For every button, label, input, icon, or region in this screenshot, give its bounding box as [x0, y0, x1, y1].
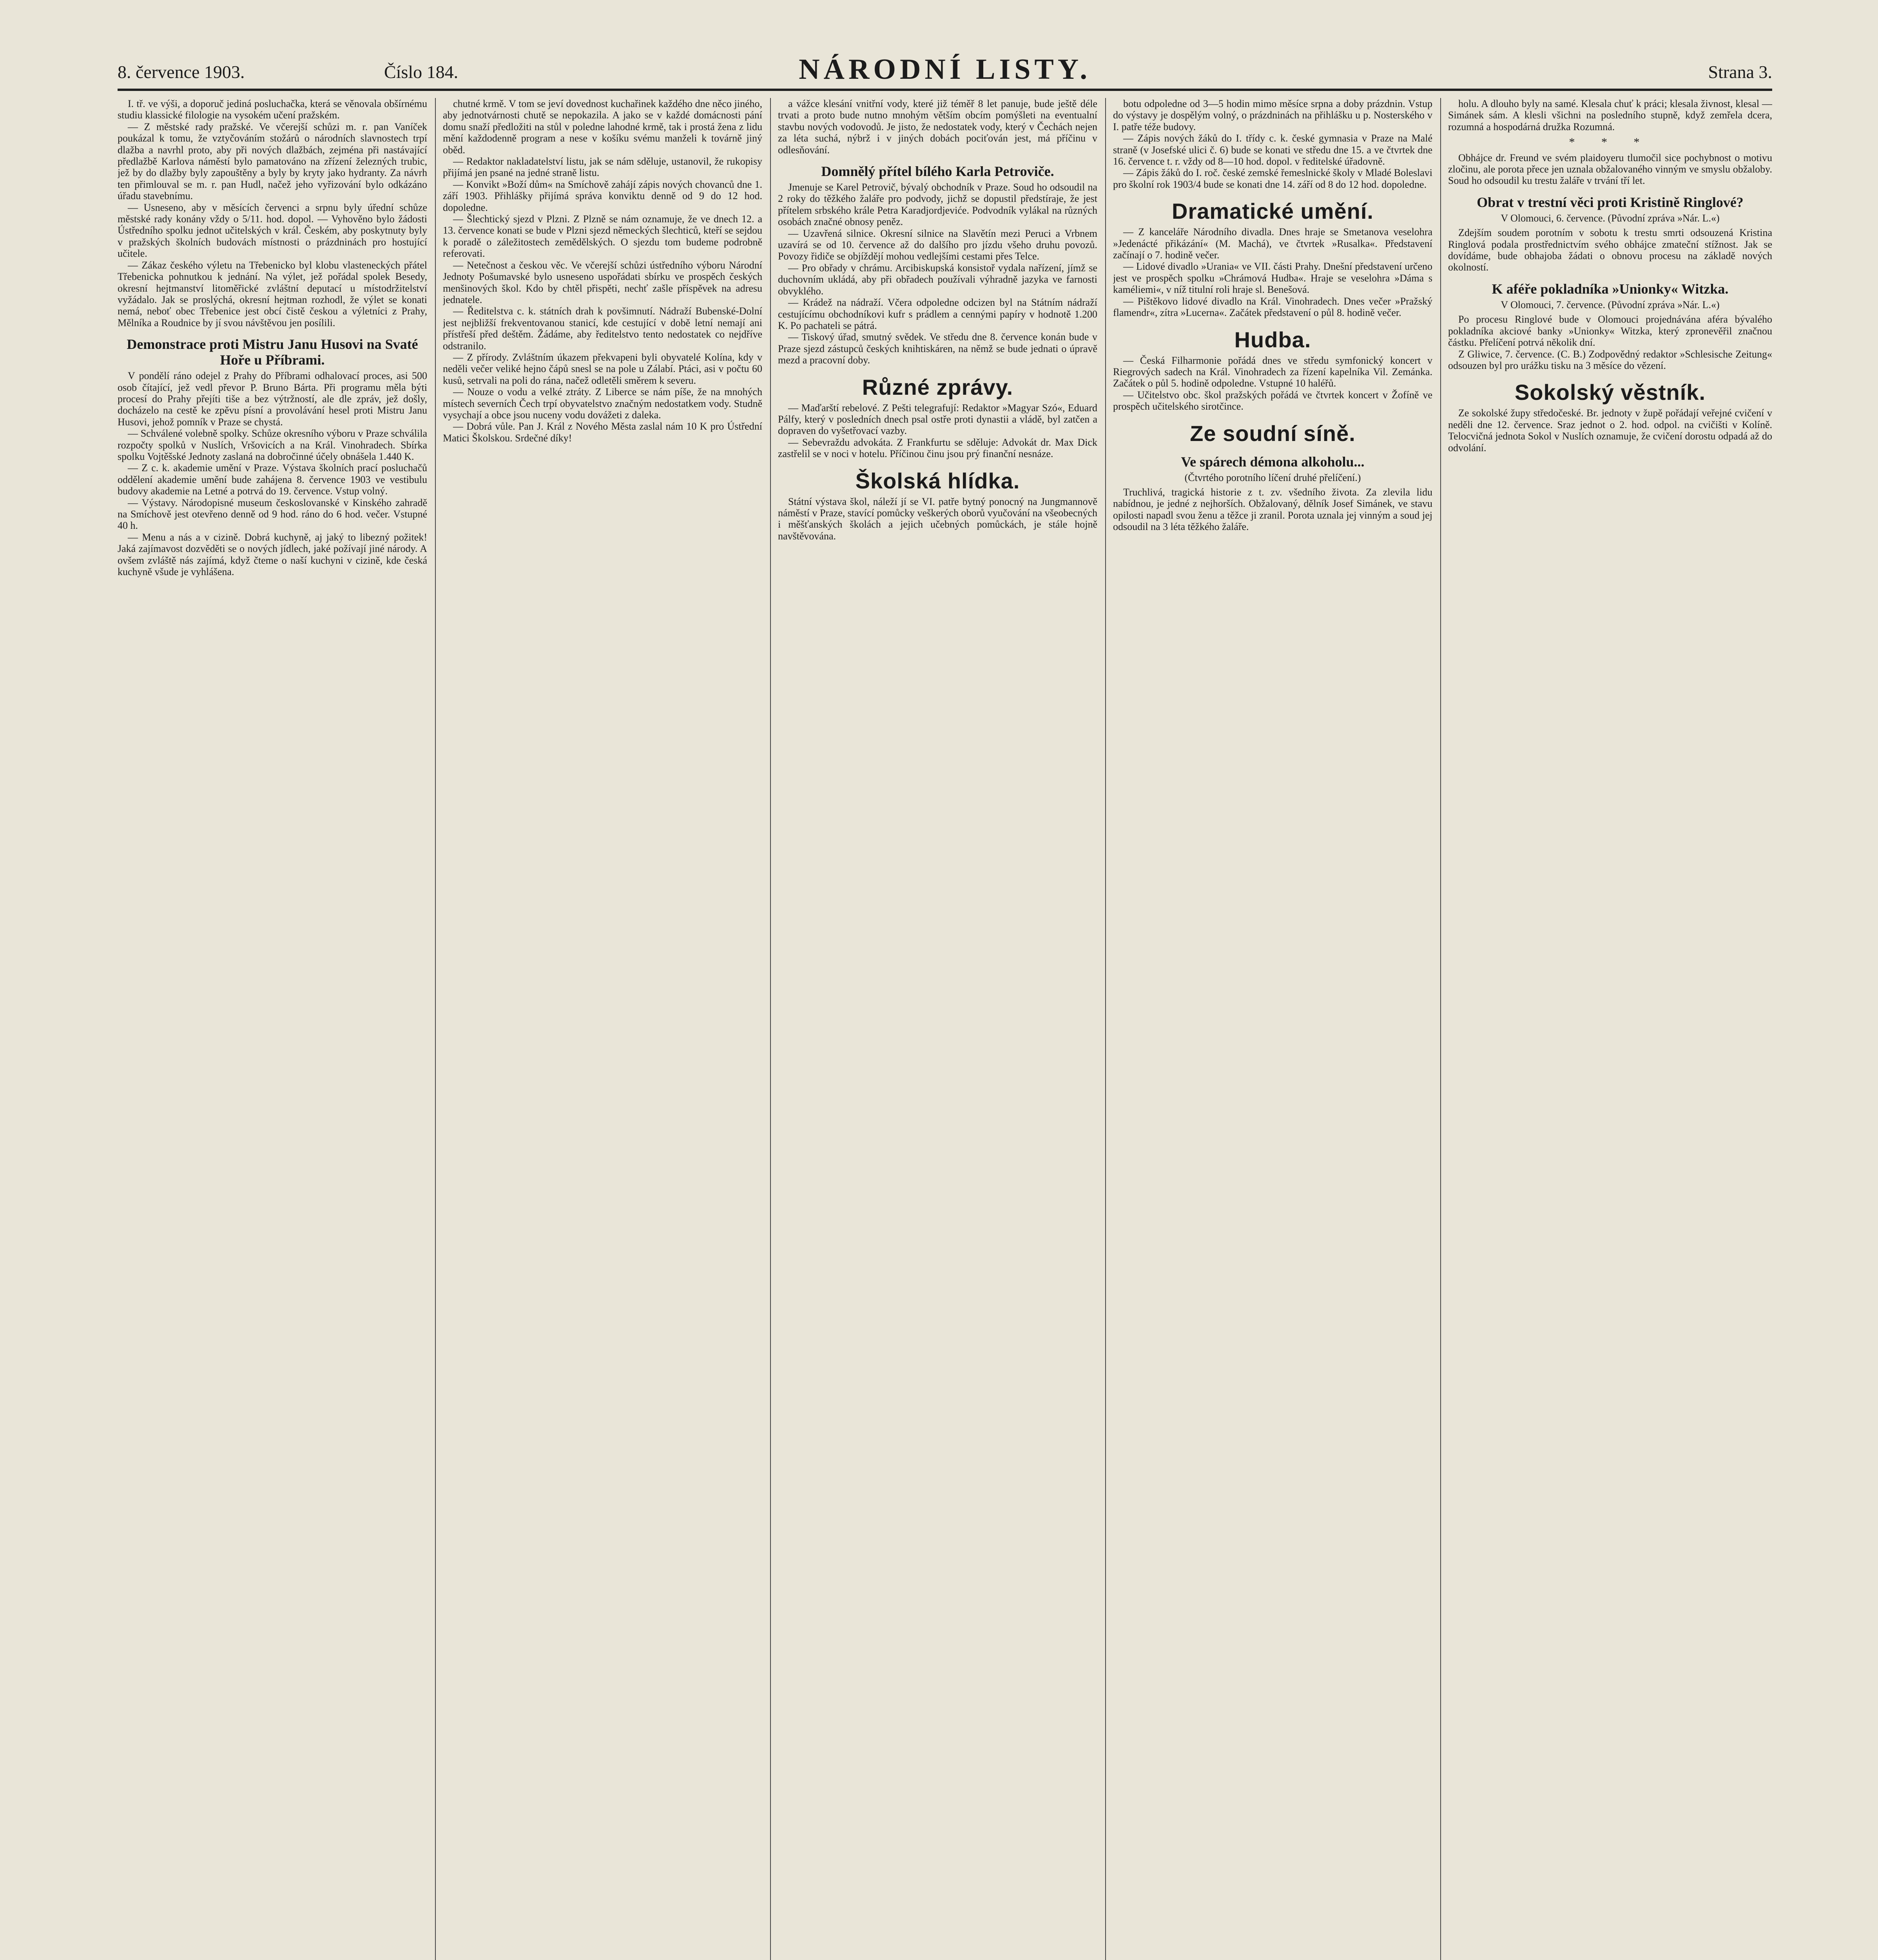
- article-paragraph: chutné krmě. V tom se jeví dovednost kuchařinek každého dne něco jiného, aby jednotvárnosti chutě se nepokazila. A jako se v každé domácnosti pání domu snaží předložiti na stůl v poledne lahodné krmě, tak i prostá žena z lidu mění každodenně program a nese v košíku svému manželi k továrně jiný oběd.: [443, 98, 762, 156]
- section-divider: * * *: [1569, 136, 1651, 149]
- dateline: V Olomouci, 7. července. (Původní zpráva »Nár. L.«): [1501, 299, 1720, 310]
- article-paragraph: — Z přírody. Zvláštním úkazem překvapeni byli obyvatelé Kolína, kdy v neděli večer veliké hejno čápů snesl se na pole u Zálabí. Ptáci, asi v počtu 60 kusů, setrvali na poli do rána, načež odletěli směrem k severu.: [443, 351, 762, 386]
- article-paragraph: — Usneseno, aby v měsících červenci a srpnu byly úřední schůze městské rady konány vždy o 5/11. hod. dopol. — Vyhověno bylo žádosti Ústředního spolku jednot učitelských v král. Českém, aby poskytnuty byly v pražských školních budovách místnosti o prázdninách pro hostující učitele.: [118, 201, 427, 260]
- section-heading: Sokolský věstník.: [1514, 380, 1706, 405]
- column-1: [118, 98, 427, 1960]
- section-heading: Školská hlídka.: [855, 468, 1020, 493]
- article-paragraph: a vážce klesání vnitřní vody, které již téměř 8 let panuje, bude ještě déle trvati a proto bude nutno mnohým větším obcím pomýšleti na eventualní stavbu nových vodovodů. Je jisto, že nedostatek vody, který v Čechách nejen za léta suchá, nýbrž i v jiných dobách pociťován jest, má příčinu v odlesňování.: [778, 98, 1097, 156]
- article-paragraph: — Lidové divadlo »Urania« ve VII. části Prahy. Dnešní představení určeno jest ve prospěch spolku »Chrámová Hudba«. Hraje se veselohra »Dáma s kaméliemi«, v níž titulní roli hraje sl. Benešová.: [1113, 261, 1432, 296]
- column-2: [443, 98, 762, 1960]
- article-paragraph: — Maďarští rebelové. Z Pešti telegrafují: Redaktor »Magyar Szó«, Eduard Pálfy, který v posledních dnech psal ostře proti dynastii a vládě, byl zatčen a dopraven do vyšetřovací vazby.: [778, 402, 1097, 437]
- article-paragraph: — Schválené volebně spolky. Schůze okresního výboru v Praze schválila rozpočty spolků v Nuslích, Vršovicích a na Král. Vinohradech. Sbírka spolku Vojtěšské Jednoty zaslaná na dobročinné účely obnášela 1.440 K.: [118, 428, 427, 462]
- article-paragraph: — Z městské rady pražské. Ve včerejší schůzi m. r. pan Vaníček poukázal k tomu, že vztyčováním stožárů o národních slavnostech trpí dlažba a navrhl proto, aby při nových dlažbách, zejména při nastávající předlažbě Karlova náměstí bylo pamatováno na zřízení železných trubic, jež by do dlažby byly zapouštěny a byly by kryty jako hydranty. Za návrh ten přimlouval se m. r. pan Hudl, načež jeho vyřizování bylo odkázáno úřadu stavebnímu.: [118, 121, 427, 202]
- article-paragraph: — Zákaz českého výletu na Třebenicko byl klobu vlasteneckých přátel Třebenicka pohnutkou k jednání. Na výlet, jež pořádal spolek Besedy, okresní hejtmanství litoměřické zvláštní deputací u místodržitelství vyžádalo. Jak se proslýchá, okresní hejtman rozhodl, že výlet se konati nemá, neboť obec Třebenice jest obcí čistě českou a výletníci z Prahy, Mělníka a Roudnice by jí svou návštěvou jen posílili.: [118, 259, 427, 328]
- page-header: [118, 46, 1772, 91]
- section-heading: Různé zprávy.: [862, 374, 1013, 399]
- article-paragraph: — Konvikt »Boží dům« na Smíchově zahájí zápis nových chovanců dne 1. září 1903. Přihlášky přijímá správa konviktu denně od 9 do 12 hod. dopoledne.: [443, 178, 762, 213]
- article-paragraph: — Šlechtický sjezd v Plzni. Z Plzně se nám oznamuje, že ve dnech 12. a 13. července konati se bude v Plzni sjezd německých šlechticů, kteří se sejdou k poradě o záležitostech zemědělských. O sjezdu tom budeme podrobně referovati.: [443, 213, 762, 260]
- dateline: V Olomouci, 6. července. (Původní zpráva »Nár. L.«): [1501, 212, 1720, 224]
- section-heading: Dramatické umění.: [1172, 199, 1374, 224]
- column-rule: [770, 98, 771, 1960]
- column-3: [778, 98, 1097, 1960]
- article-paragraph: Truchlivá, tragická historie z t. zv. všedního života. Za zlevila lidu nabídnou, je jedné z nejhorších. Obžalovaný, dělník Josef Simánek, ve stavu opilosti napadl svou ženu a těžce ji zranil. Porota uznala jej vinným a soud jej odsoudil na 3 léta těžkého žaláře.: [1113, 486, 1432, 533]
- issue-date: 8. července 1903.: [118, 62, 245, 82]
- column-rule: [435, 98, 436, 1960]
- column-rule: [1440, 98, 1441, 1960]
- article-paragraph: — Zápis nových žáků do I. třídy c. k. české gymnasia v Praze na Malé straně (v Josefské ulici č. 6) bude se konati ve středu dne 15. a ve čtvrtek dne 16. července t. r. vždy od 8—10 hod. dopol. v ředitelské úřadovně.: [1113, 132, 1432, 167]
- article-paragraph: — Nouze o vodu a velké ztráty. Z Liberce se nám píše, že na mnohých místech severních Čech trpí obyvatelstvo značným nedostatkem vody. Studně vysychají a obce jsou nuceny vodu dovážeti z daleka.: [443, 386, 762, 421]
- article-paragraph: Po procesu Ringlové bude v Olomouci projednávána aféra bývalého pokladníka akciové banky »Unionky« Witzka, který zpronevěřil značnou částku. Přelíčení potrvá několik dní.: [1448, 314, 1772, 348]
- article-paragraph: botu odpoledne od 3—5 hodin mimo měsíce srpna a doby prázdnin. Vstup do výstavy je dospělým volný, o prázdninách na přihlášku u p. Nosterského v I. patře téže budovy.: [1113, 98, 1432, 132]
- article-paragraph: holu. A dlouho byly na samé. Klesala chuť k práci; klesala živnost, klesal — Simánek sám. A klesli všichni na posledního stupně, když zemřela dcera, rozumná a hospodárná družka Rozumná.: [1448, 98, 1772, 132]
- article-paragraph: — Tiskový úřad, smutný svědek. Ve středu dne 8. července konán bude v Praze sjezd zástupců českých knihtiskáren, na němž se bude jednati o úpravě mezd a pracovní doby.: [778, 331, 1097, 366]
- article-paragraph: Státní výstava škol, náleží jí se VI. patře bytný ponocný na Jungmannově náměstí v Praze, stavící pomůcky veškerých oborů vyučování na všeobecných i měšťanských školách a jejich učebných pomůckách, je stále hojně navštěvována.: [778, 495, 1097, 542]
- section-heading: Hudba.: [1234, 327, 1311, 352]
- article-paragraph: — Česká Filharmonie pořádá dnes ve středu symfonický koncert v Riegrových sadech na Král. Vinohradech za řízení kapelníka Vil. Zemánka. Začátek o půl 5. hodině odpoledne. Vstupné 10 haléřů.: [1113, 354, 1432, 389]
- article-paragraph: — Redaktor nakladatelství listu, jak se nám sděluje, ustanovil, že rukopisy přijímá jen psané na jedné straně listu.: [443, 156, 762, 179]
- article-paragraph: — Netečnost a českou věc. Ve včerejší schůzi ústředního výboru Národní Jednoty Pošumavské bylo usneseno uspořádati sbírku ve prospěch českých menšinových škol. Kdo by chtěl přispěti, nechť zašle příspěvek na adresu jednatele.: [443, 259, 762, 305]
- article-paragraph: — Pro obřady v chrámu. Arcibiskupská konsistoř vydala nařízení, jímž se duchovním ukládá, aby při obřadech používali výhradně jazyka ve farnosti obvyklého.: [778, 262, 1097, 297]
- article-paragraph: — Ředitelstva c. k. státních drah k povšimnutí. Nádraží Bubenské-Dolní jest nejbližší frekventovanou stanicí, kde cestující v době letní nemají ani přístřeší před deštěm. Žádáme, aby ředitelstvo tento nedostatek co nejdříve odstranilo.: [443, 305, 762, 352]
- article-paragraph: — Dobrá vůle. Pan J. Král z Nového Města zaslal nám 10 K pro Ústřední Matici Školskou. Srdečné díky!: [443, 421, 762, 444]
- article-paragraph: Ze sokolské župy středočeské. Br. jednoty v župě pořádají veřejné cvičení v neděli dne 12. července. Sraz jednot o 2. hod. odpol. na cvičišti v Kolíně. Telocvičná jednota Sokol v Nuslích oznamuje, že cvičení dorostu odpadá až do odvolání.: [1448, 407, 1772, 454]
- article-heading: Ve spárech démona alkoholu...: [1181, 454, 1365, 470]
- article-paragraph: — Výstavy. Národopisné museum českoslovanské v Kinského zahradě na Smíchově jest otevřeno denně od 9 hod. ráno do 6 hod. večer. Vstupné 40 h.: [118, 497, 427, 532]
- article-paragraph: Z Gliwice, 7. července. (C. B.) Zodpovědný redaktor »Schlesische Zeitung« odsouzen byl pro urážku tisku na 3 měsíce do vězení.: [1448, 348, 1772, 371]
- article-heading: K aféře pokladníka »Unionky« Witzka.: [1492, 281, 1729, 297]
- article-paragraph: — Z c. k. akademie umění v Praze. Výstava školních prací posluchačů oddělení akademie umění bude zahájena 8. července 1903 ve vestibulu budovy akademie na Letné a potrvá do 19. července. Vstup volný.: [118, 462, 427, 497]
- article-paragraph: — Menu a nás a v cizině. Dobrá kuchyně, aj jaký to libezný požitek! Jaká zajímavost dozvěděti se o nových jídlech, jaké požívají jiné národy. A ovšem zvláště nás zajímá, když čteme o naší kuchyni v cizině, kde česká kuchyně všude je vyhlášena.: [118, 531, 427, 578]
- article-paragraph: — Zápis žáků do I. roč. české zemské řemeslnické školy v Mladé Boleslavi pro školní rok 1903/4 bude se konati dne 14. září od 8 do 12 hod. dopoledne.: [1113, 167, 1432, 190]
- article-heading: Demonstrace proti Mistru Janu Husovi na Svaté Hoře u Příbrami.: [127, 336, 418, 368]
- article-paragraph: — Učitelstvo obc. škol pražských pořádá ve čtvrtek koncert v Žofíně ve prospěch učitelského sirotčince.: [1113, 389, 1432, 412]
- article-paragraph: V pondělí ráno odejel z Prahy do Příbrami odhalovací proces, asi 500 osob čítající, jež vedl převor P. Bruno Bárta. Při programu měla býti procesí do Prahy přejíti tiše a bez výtržností, ale dle zpráv, jež došly, docházelo na cestě ke zpěvu písní a provolávání hesel proti Mistru Janu Husovi, jehož pomník v Praze se chystá.: [118, 370, 427, 428]
- column-rule: [1105, 98, 1106, 1960]
- article-heading: Obrat v trestní věci proti Kristině Ringlové?: [1477, 194, 1744, 210]
- section-heading: Ze soudní síně.: [1190, 421, 1356, 446]
- issue-number: Číslo 184.: [384, 62, 459, 82]
- article-paragraph: Jmenuje se Karel Petrovič, bývalý obchodník v Praze. Soud ho odsoudil na 2 roky do těžkého žaláře pro podvody, jichž se dopustil předstíraje, že jest přítelem srbského krále Petra Karadjordjeviće. Podvodník vylákal na různých osobách značné obnosy peněz.: [778, 181, 1097, 228]
- masthead-title: NÁRODNÍ LISTY.: [799, 53, 1091, 85]
- article-paragraph: — Z kanceláře Národního divadla. Dnes hraje se Smetanova veselohra »Jedenácté přikázání« (M. Machá), ve čtvrtek »Rusalka«. Představení začínají o 7. hodině večer.: [1113, 226, 1432, 261]
- column-5: [1448, 98, 1772, 1960]
- article-paragraph: Zdejším soudem porotním v sobotu k trestu smrti odsouzená Kristina Ringlová podala prostřednictvím svého obhájce zmateční stížnost. Jak se dovídáme, bude obhajoba žádati o obnovu procesu na základě nových okolností.: [1448, 227, 1772, 273]
- column-4: [1113, 98, 1432, 1960]
- article-paragraph: — Pištěkovo lidové divadlo na Král. Vinohradech. Dnes večer »Pražský flamendr«, zítra »Lucerna«. Začátek představení o půl 8. hodině večer.: [1113, 295, 1432, 319]
- article-paragraph: Obhájce dr. Freund ve svém plaidoyeru tlumočil sice pochybnost o motivu zločinu, ale porota přece jen uznala obžalovaného vinným ve smyslu obžaloby. Soud ho odsoudil ku trestu žaláře v trvání tří let.: [1448, 152, 1772, 187]
- article-paragraph: — Krádež na nádraží. Včera odpoledne odcizen byl na Státním nádraží cestujícímu obchodníkovi kufr s prádlem a cennými papíry v hodnotě 1.200 K. Po pachateli se pátrá.: [778, 297, 1097, 331]
- article-paragraph: — Uzavřená silnice. Okresní silnice na Slavětín mezi Peruci a Vrbnem uzavírá se od 10. července až do dalšího pro jízdu všeho druhu povozů. Povozy řidiče se objíždějí mohou vedlejšími cestami přes Telce.: [778, 227, 1097, 262]
- article-heading: Domnělý přítel bílého Karla Petroviče.: [821, 163, 1054, 180]
- dateline: (Čtvrtého porotního líčení druhé přelíčení.): [1184, 472, 1361, 483]
- article-paragraph: I. tř. ve výši, a doporuč jediná posluchačka, která se věnovala obšírnému studiu klassické filologie na vysokém učení pražském.: [118, 98, 427, 121]
- page-number: Strana 3.: [1708, 62, 1772, 82]
- article-paragraph: — Sebevraždu advokáta. Z Frankfurtu se sděluje: Advokát dr. Max Dick zastřelil se v noci v hotelu. Příčinou činu jsou prý finanční nesnáze.: [778, 436, 1097, 460]
